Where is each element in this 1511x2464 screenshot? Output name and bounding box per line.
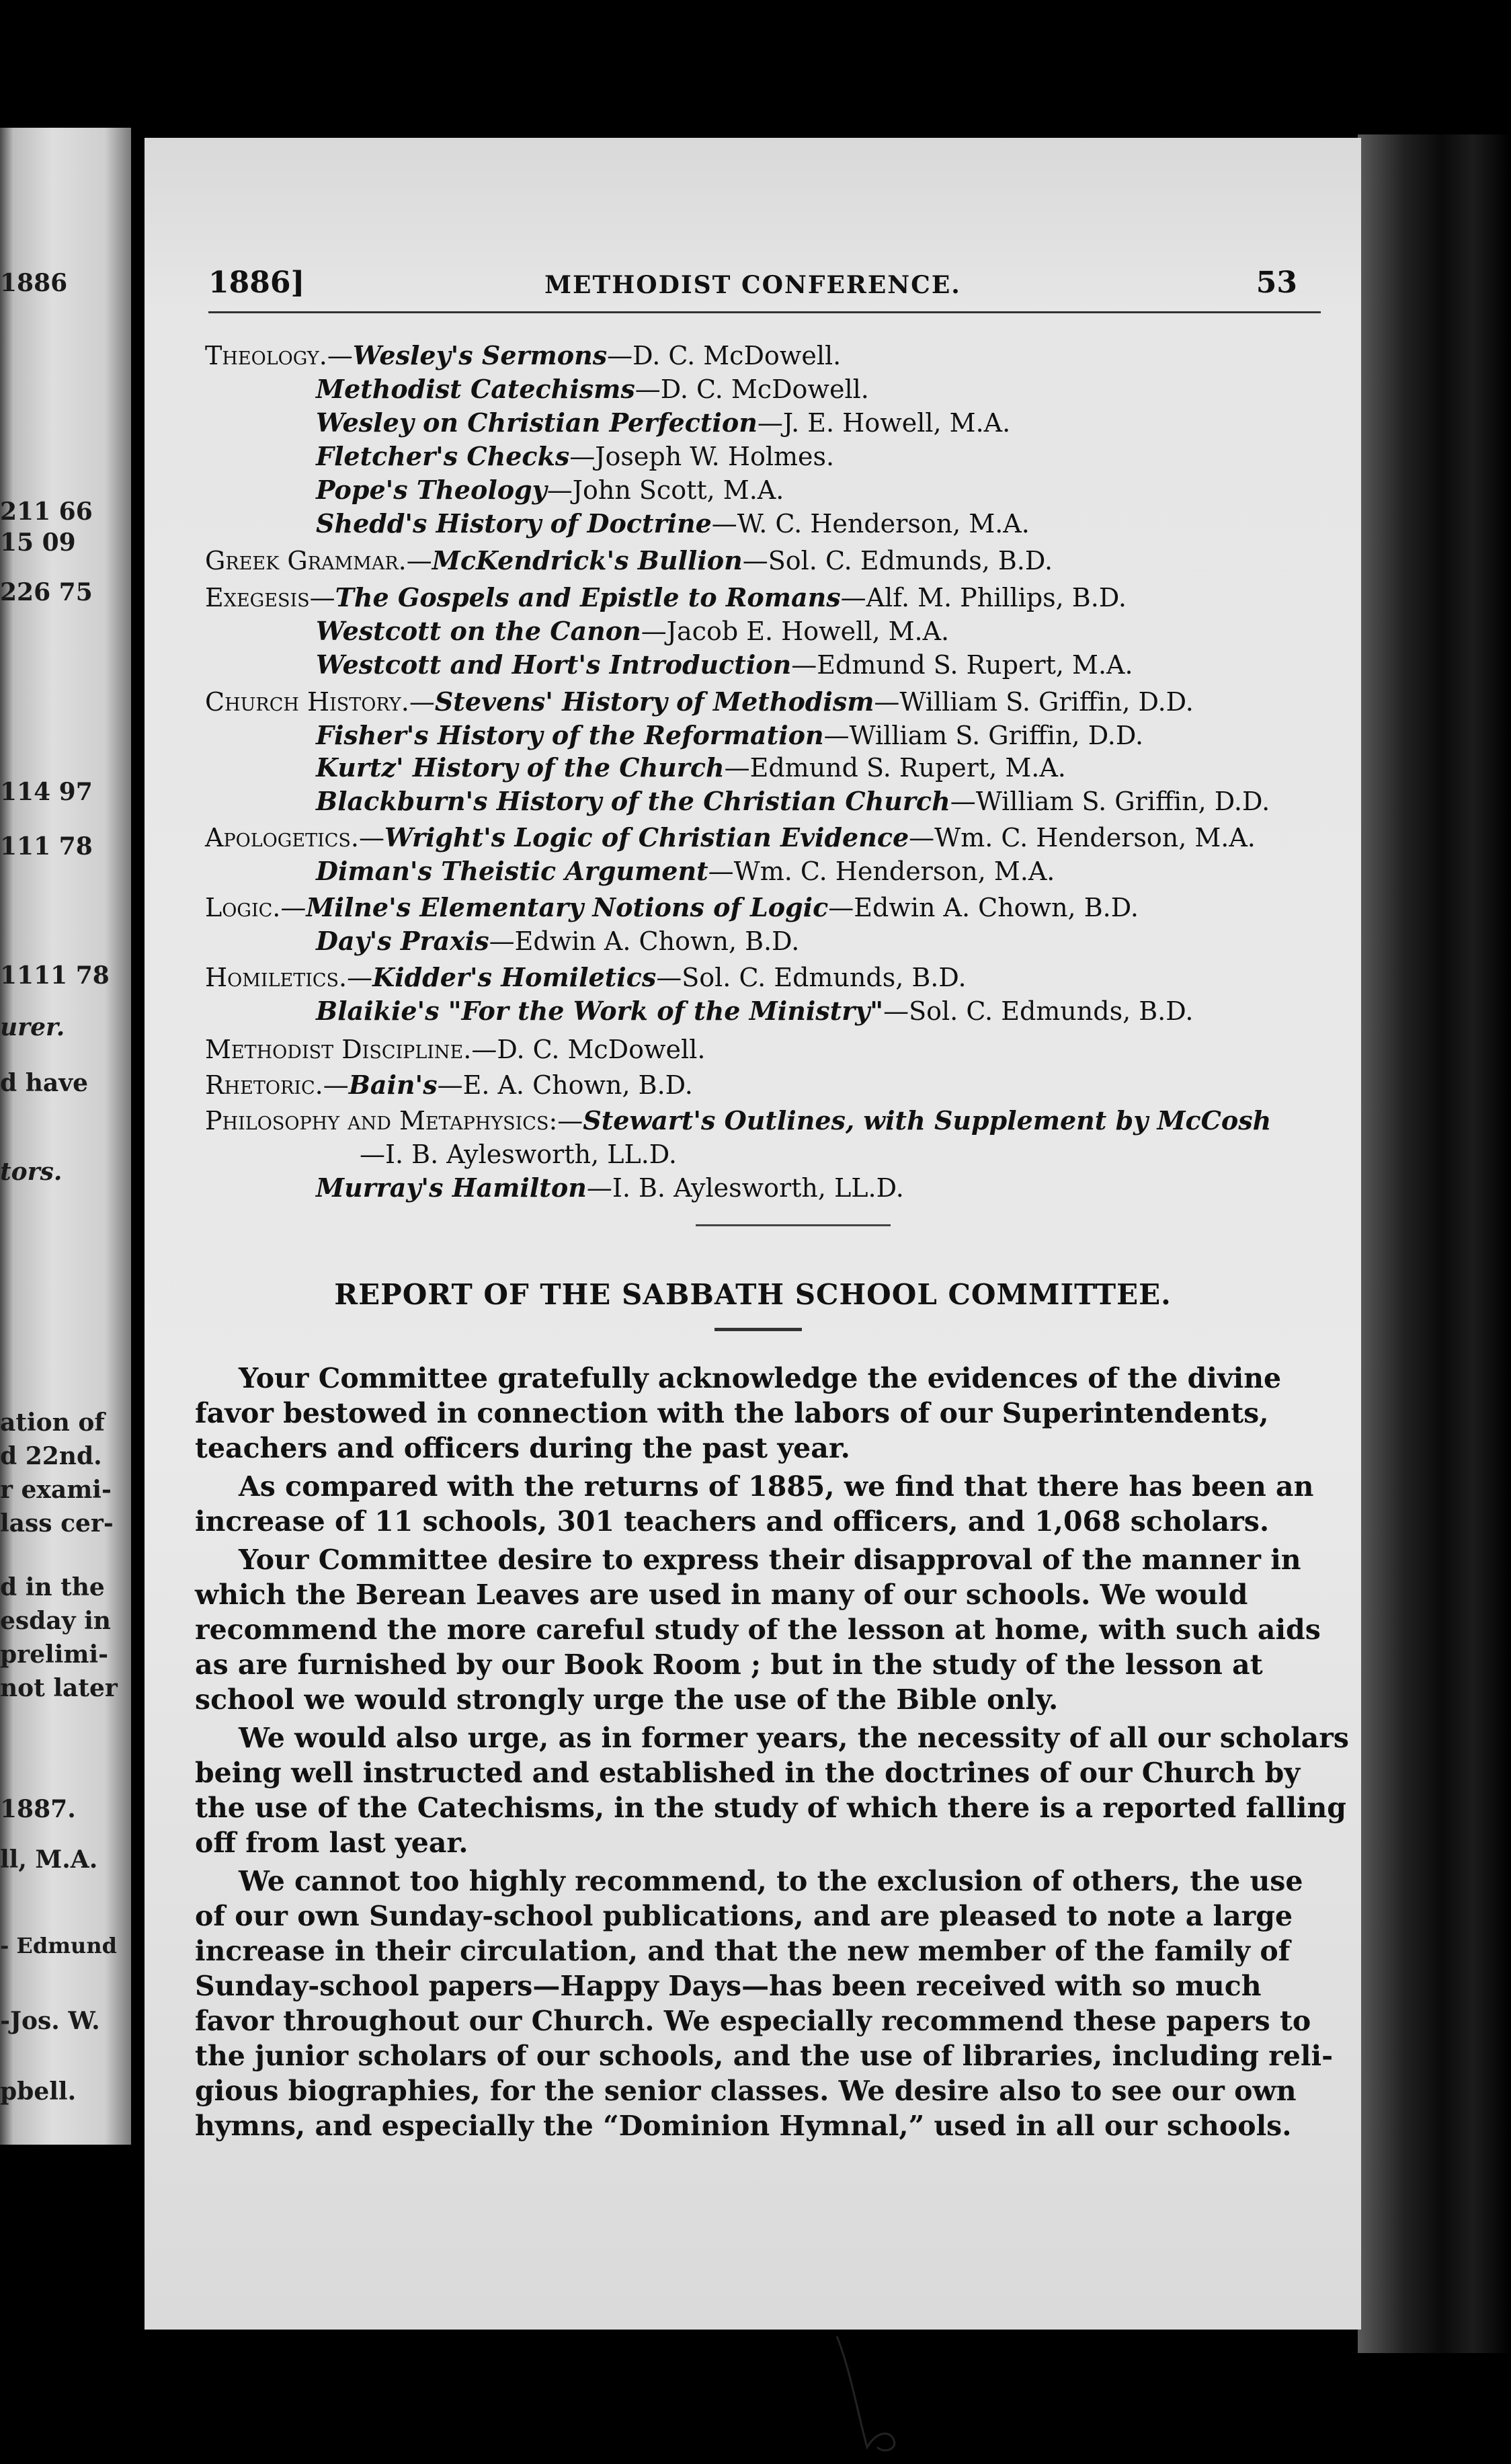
running-head-title: METHODIST CONFERENCE. xyxy=(544,271,961,299)
left-page-line: r exami- xyxy=(0,1476,112,1504)
course-entry xyxy=(316,441,835,471)
left-page-line: not later xyxy=(0,1674,118,1702)
course-entry xyxy=(316,616,950,646)
course-entry xyxy=(316,720,1144,750)
course-text: —I. B. Aylesworth, LL.D. xyxy=(360,1140,677,1169)
left-page-line: prelimi- xyxy=(0,1640,109,1669)
course-text: — xyxy=(280,893,307,922)
course-category: Logic. xyxy=(205,893,281,922)
course-entry xyxy=(205,1072,693,1098)
left-page-line: 226 75 xyxy=(0,578,93,606)
course-entry xyxy=(205,582,1127,612)
course-instructor: —Wm. C. Henderson, M.A. xyxy=(909,823,1256,852)
course-book: Fletcher's Checks xyxy=(316,441,570,471)
course-instructor: —E. A. Chown, B.D. xyxy=(437,1070,693,1100)
course-book: Stevens' History of Methodism xyxy=(434,686,874,717)
course-book: McKendrick's Bullion xyxy=(432,545,743,575)
report-line: school we would strongly urge the use of the Bible only. xyxy=(195,1683,1059,1716)
report-line: Sunday-school papers—Happy Days—has been received with so much xyxy=(195,1970,1262,2002)
left-page-line: lass cer- xyxy=(0,1509,114,1538)
course-book: Stewart's Outlines, with Supplement by McCosh xyxy=(583,1105,1272,1136)
course-instructor: —Alf. M. Phillips, B.D. xyxy=(840,583,1127,612)
course-instructor: —William S. Griffin, D.D. xyxy=(874,687,1194,717)
course-text: — xyxy=(409,687,435,717)
course-entry xyxy=(205,1105,1272,1136)
course-book: Wesley's Sermons xyxy=(352,340,608,370)
course-text: — xyxy=(327,341,353,370)
left-page-line: d 22nd. xyxy=(0,1442,102,1470)
header-rule xyxy=(208,311,1321,313)
course-book: Blackburn's History of the Christian Church xyxy=(316,786,950,816)
report-line: favor bestowed in connection with the labors of our Superintendents, xyxy=(195,1397,1269,1429)
report-line: As compared with the returns of 1885, we find that there has been an xyxy=(239,1470,1314,1503)
course-category: Exegesis xyxy=(205,583,310,612)
report-line: being well instructed and established in the doctrines of our Church by xyxy=(195,1757,1301,1789)
report-line: the use of the Catechisms, in the study of which there is a reported falling xyxy=(195,1792,1346,1824)
course-text: — xyxy=(359,823,384,852)
course-book: Blaikie's "For the Work of the Ministry" xyxy=(316,996,884,1026)
course-entry xyxy=(316,376,869,402)
course-book: Bain's xyxy=(348,1070,438,1100)
course-entry xyxy=(205,822,1256,852)
course-instructor: —Sol. C. Edmunds, B.D. xyxy=(883,996,1194,1026)
course-entry xyxy=(316,928,799,954)
report-line: favor throughout our Church. We especially recommend these papers to xyxy=(195,2005,1311,2037)
title-rule xyxy=(714,1328,802,1331)
course-category: Church History. xyxy=(205,687,409,717)
course-entry xyxy=(316,477,784,503)
course-instructor: —William S. Griffin, D.D. xyxy=(950,787,1270,816)
course-text: — xyxy=(557,1106,583,1136)
course-text: — xyxy=(309,583,335,612)
course-instructor: —Sol. C. Edmunds, B.D. xyxy=(742,546,1053,575)
course-entry xyxy=(316,508,1030,539)
left-page-line: 1111 78 xyxy=(0,961,110,990)
report-line: increase in their circulation, and that the new member of the family of xyxy=(195,1935,1291,1967)
page-number: 53 xyxy=(1256,266,1297,300)
report-line: the junior scholars of our schools, and the use of libraries, including reli- xyxy=(195,2040,1334,2072)
report-line: off from last year. xyxy=(195,1827,468,1859)
running-head-year: 1886] xyxy=(208,266,305,300)
course-instructor: —Joseph W. Holmes. xyxy=(569,442,835,471)
left-page-line: tors. xyxy=(0,1158,63,1186)
course-text: — xyxy=(347,963,373,992)
course-book: Milne's Elementary Notions of Logic xyxy=(306,892,829,922)
course-instructor: —J. E. Howell, M.A. xyxy=(757,408,1011,438)
course-instructor: —John Scott, M.A. xyxy=(546,475,784,505)
course-entry xyxy=(205,1037,705,1062)
report-line: Your Committee gratefully acknowledge the evidences of the divine xyxy=(239,1362,1282,1394)
course-instructor: —Edwin A. Chown, B.D. xyxy=(489,926,800,956)
left-page-line: 211 66 xyxy=(0,498,93,526)
course-category: Rhetoric. xyxy=(205,1070,323,1100)
course-entry xyxy=(316,407,1011,438)
left-page-line: d in the xyxy=(0,1573,105,1601)
course-entry xyxy=(205,340,842,370)
left-page-line: ll, M.A. xyxy=(0,1845,98,1874)
course-book: Methodist Catechisms xyxy=(316,374,635,404)
book-page xyxy=(145,138,1361,2330)
course-instructor: —W. C. Henderson, M.A. xyxy=(711,509,1030,539)
course-instructor: —Edmund S. Rupert, M.A. xyxy=(724,753,1066,783)
course-book: Westcott on the Canon xyxy=(316,616,641,646)
report-line: We cannot too highly recommend, to the exclusion of others, the use xyxy=(239,1865,1303,1897)
left-page-line: 1887. xyxy=(0,1795,76,1823)
left-page-line: esday in xyxy=(0,1607,111,1635)
course-entry xyxy=(316,1175,904,1201)
report-line: Your Committee desire to express their disapproval of the manner in xyxy=(239,1544,1301,1576)
course-instructor: —D. C. McDowell. xyxy=(635,374,869,404)
course-entry xyxy=(205,892,1139,922)
course-entry xyxy=(316,786,1270,816)
report-line: recommend the more careful study of the lesson at home, with such aids xyxy=(195,1614,1321,1646)
course-book: Wright's Logic of Christian Evidence xyxy=(384,822,909,852)
course-instructor: —Edmund S. Rupert, M.A. xyxy=(791,650,1133,680)
course-book: The Gospels and Epistle to Romans xyxy=(335,582,841,612)
course-book: Kidder's Homiletics xyxy=(372,962,657,992)
course-book: Pope's Theology xyxy=(316,475,547,505)
left-page-line: urer. xyxy=(0,1013,65,1041)
left-page-line: - Edmund xyxy=(0,1933,117,1958)
course-entry xyxy=(205,962,967,992)
course-entry xyxy=(316,998,1193,1024)
course-instructor: —Wm. C. Henderson, M.A. xyxy=(708,857,1055,886)
report-line: increase of 11 schools, 301 teachers and officers, and 1,068 scholars. xyxy=(195,1505,1270,1538)
course-category: Apologetics. xyxy=(205,823,359,852)
course-text: — xyxy=(323,1070,349,1100)
course-category: Homiletics. xyxy=(205,963,348,992)
report-title: REPORT OF THE SABBATH SCHOOL COMMITTEE. xyxy=(334,1278,1172,1311)
left-page-line: 1886 xyxy=(0,269,68,297)
course-entry xyxy=(360,1142,677,1167)
course-instructor: —D. C. McDowell. xyxy=(607,341,842,370)
course-category: Philosophy and Metaphysics: xyxy=(205,1106,558,1136)
report-line: which the Berean Leaves are used in many of our schools. We would xyxy=(195,1579,1248,1611)
course-book: Westcott and Hort's Introduction xyxy=(316,649,792,680)
course-book: Day's Praxis xyxy=(316,926,489,956)
course-book: Shedd's History of Doctrine xyxy=(316,508,712,539)
left-page-fragment xyxy=(0,128,131,2145)
left-page-line: 15 09 xyxy=(0,528,76,557)
course-book: Murray's Hamilton xyxy=(316,1173,587,1203)
course-book: Fisher's History of the Reformation xyxy=(316,720,824,750)
course-text: —D. C. McDowell. xyxy=(471,1035,706,1064)
book-binding-shadow xyxy=(1358,134,1511,2353)
course-instructor: —Jacob E. Howell, M.A. xyxy=(641,617,950,646)
left-page-line: pbell. xyxy=(0,2077,77,2106)
course-instructor: —Edwin A. Chown, B.D. xyxy=(828,893,1139,922)
course-entry xyxy=(205,545,1053,575)
report-line: hymns, and especially the “Dominion Hymnal,” used in all our schools. xyxy=(195,2110,1292,2142)
left-page-line: d have xyxy=(0,1069,89,1097)
course-instructor: —William S. Griffin, D.D. xyxy=(823,721,1144,750)
report-line: of our own Sunday-school publications, and are pleased to note a large xyxy=(195,1900,1293,1932)
course-category: Theology. xyxy=(205,341,327,370)
course-entry xyxy=(316,856,1055,886)
course-instructor: —I. B. Aylesworth, LL.D. xyxy=(586,1173,904,1203)
course-instructor: —Sol. C. Edmunds, B.D. xyxy=(656,963,967,992)
course-entry xyxy=(316,649,1133,680)
left-page-line: 114 97 xyxy=(0,778,93,806)
left-page-line: ation of xyxy=(0,1408,105,1437)
section-separator xyxy=(696,1224,891,1226)
pencil-mark xyxy=(830,2330,924,2464)
left-page-line: -Jos. W. xyxy=(0,2007,100,2035)
course-entry xyxy=(205,686,1194,717)
course-book: Diman's Theistic Argument xyxy=(316,856,708,886)
course-book: Wesley on Christian Perfection xyxy=(316,407,758,438)
left-page-line: 111 78 xyxy=(0,832,93,861)
course-book: Kurtz' History of the Church xyxy=(316,752,725,783)
course-text: — xyxy=(406,546,432,575)
course-entry xyxy=(316,752,1066,783)
course-category: Greek Grammar. xyxy=(205,546,407,575)
course-category: Methodist Discipline. xyxy=(205,1035,472,1064)
report-line: gious biographies, for the senior classes. We desire also to see our own xyxy=(195,2075,1297,2107)
report-line: teachers and officers during the past year. xyxy=(195,1432,850,1464)
report-line: We would also urge, as in former years, the necessity of all our scholars xyxy=(239,1722,1349,1754)
report-line: as are furnished by our Book Room ; but in the study of the lesson at xyxy=(195,1648,1263,1681)
